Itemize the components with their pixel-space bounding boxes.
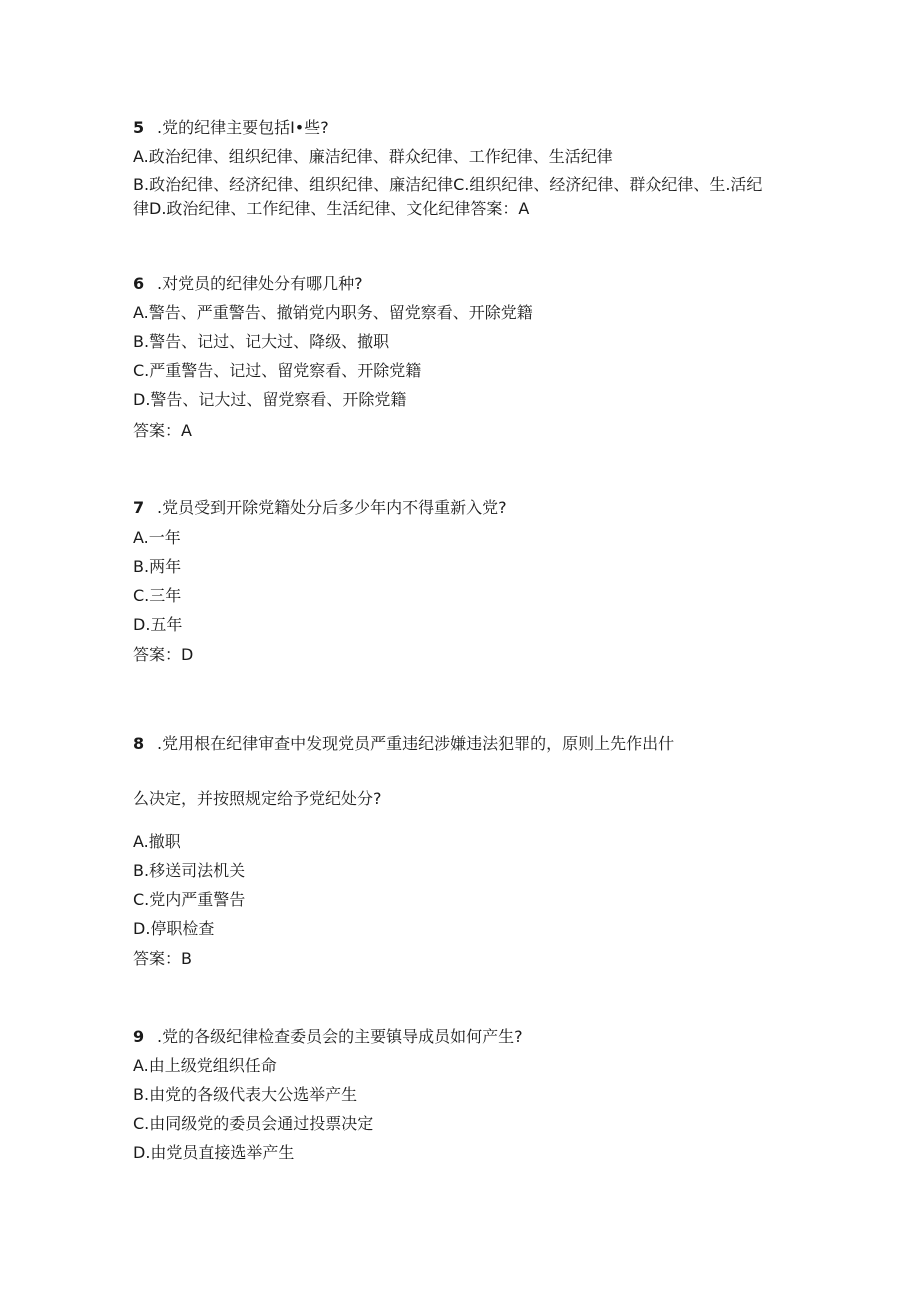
option-c: C.严重警告、记过、留党察看、开除党籍	[133, 361, 422, 380]
option-c: C.三年	[133, 586, 182, 605]
question-9-title	[133, 1026, 523, 1048]
option-a: A.由上级党组织任命	[133, 1056, 277, 1075]
question-text: .党员受到开除党籍处分后多少年内不得重新入党?	[157, 498, 507, 517]
option-a: A.警告、严重警告、撤销党内职务、留党察看、开除党籍	[133, 303, 533, 322]
question-number: 6	[133, 274, 145, 293]
option-c: C.党内严重警告	[133, 890, 246, 909]
option-a: A.撤职	[133, 832, 181, 851]
option-a: A.政治纪律、组织纪律、廉洁纪律、群众纪律、工作纪律、生活纪律	[133, 147, 613, 166]
question-5-title	[133, 117, 329, 139]
answer: 答案：A	[133, 421, 192, 440]
option-b: B.移送司法机关	[133, 861, 246, 880]
option-d-answer-line: 律D.政治纪律、工作纪律、生活纪律、文化纪律答案：A	[133, 199, 530, 218]
answer: 答案：B	[133, 949, 192, 968]
question-text: .党的纪律主要包括I•些?	[157, 118, 329, 137]
question-6-title	[133, 273, 363, 295]
question-number: 8	[133, 734, 145, 753]
question-number: 7	[133, 498, 145, 517]
option-b: B.警告、记过、记大过、降级、撤职	[133, 332, 390, 351]
option-c: C.由同级党的委员会通过投票决定	[133, 1114, 374, 1133]
option-b: B.两年	[133, 557, 182, 576]
option-b: B.由党的各级代表大公选举产生	[133, 1085, 358, 1104]
question-text: .党的各级纪律检查委员会的主要镇导成员如何产生?	[157, 1027, 523, 1046]
option-a: A.一年	[133, 528, 181, 547]
option-d: D.五年	[133, 615, 183, 634]
question-number: 5	[133, 118, 145, 137]
question-text: .对党员的纪律处分有哪几种?	[157, 274, 363, 293]
option-d: D.停职检查	[133, 919, 215, 938]
question-text: .党用根在纪律审查中发现党员严重违纪涉嫌违法犯罪的，原则上先作出什	[157, 734, 675, 753]
option-d: D.由党员直接选举产生	[133, 1143, 295, 1162]
question-text-continued: 么决定，并按照规定给予党纪处分?	[133, 789, 382, 808]
question-7-title	[133, 497, 507, 519]
answer: 答案：D	[133, 645, 194, 664]
option-d: D.警告、记大过、留党察看、开除党籍	[133, 390, 407, 409]
option-b-c-line: B.政治纪律、经济纪律、组织纪律、廉洁纪律C.组织纪律、经济纪律、群众纪律、生.活纪	[133, 175, 763, 194]
question-8-title	[133, 733, 674, 755]
question-number: 9	[133, 1027, 145, 1046]
